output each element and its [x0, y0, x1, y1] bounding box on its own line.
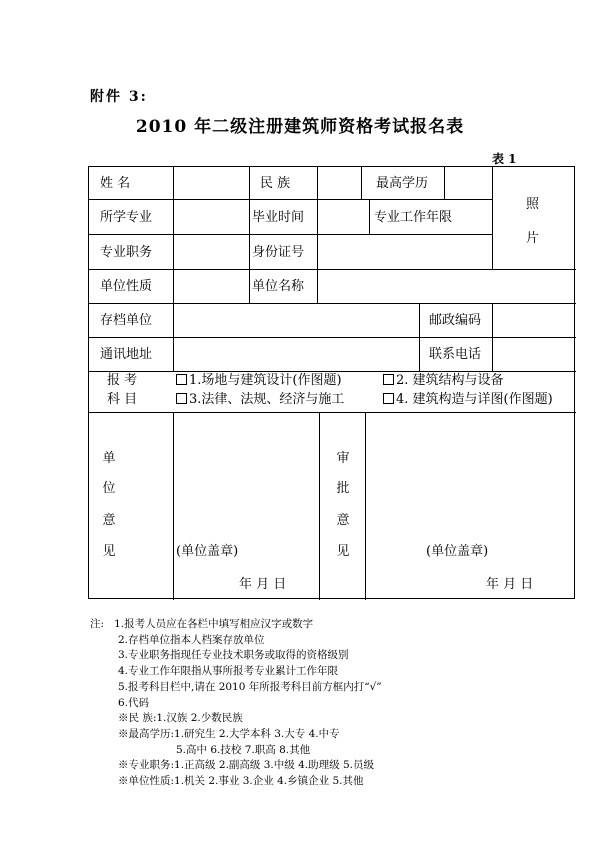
id-label: 身份证号	[252, 245, 305, 260]
approval-opinion-char: 见	[336, 544, 350, 559]
unit-opinion-char: 见	[102, 544, 116, 559]
subject-2-checkbox[interactable]	[383, 374, 394, 385]
row-divider	[89, 371, 576, 372]
note-line	[90, 617, 382, 633]
subject-option-3[interactable]	[176, 392, 344, 408]
subject-option-1[interactable]	[176, 373, 342, 389]
subject-3-checkbox[interactable]	[176, 393, 187, 404]
col-divider	[369, 199, 370, 234]
row-divider	[89, 337, 576, 338]
col-divider	[365, 412, 366, 600]
subject-option-4[interactable]	[383, 392, 553, 408]
note-line: 4.专业工作年限指从事所报考专业累计工作年限	[118, 665, 339, 678]
notes-heading: 注:	[90, 618, 105, 630]
subject-1-text: 1.场地与建筑设计(作图题)	[189, 373, 342, 388]
phone-label: 联系电话	[429, 347, 482, 362]
note-line: ※专业职务:1.正高级 2.副高级 3.中级 4.助理级 5.员级	[118, 759, 374, 772]
approval-opinion-char: 意	[336, 513, 350, 528]
note-line: ※最高学历:1.研究生 2.大学本科 3.大专 4.中专	[118, 727, 340, 740]
unit-date-text: 年 月 日	[239, 577, 287, 592]
education-label: 最高学历	[376, 176, 429, 191]
row-divider	[89, 199, 492, 200]
note-text: 1.报考人员应在各栏中填写相应汉字或数字	[114, 618, 314, 630]
row-divider	[89, 269, 576, 270]
unit-stamp-text: (单位盖章)	[176, 544, 239, 559]
col-divider	[249, 167, 250, 303]
work-years-label: 专业工作年限	[374, 210, 453, 225]
postcode-label: 邮政编码	[429, 313, 482, 328]
form-title: 2010 年二级注册建筑师资格考试报名表	[135, 117, 465, 137]
note-line: 5.高中 6.技校 7.职高 8.其他	[176, 743, 311, 756]
note-line: ※民 族:1.汉族 2.少数民族	[118, 712, 243, 725]
title-label: 专业职务	[100, 245, 153, 260]
major-label: 所学专业	[100, 210, 153, 225]
table-number: 表 1	[492, 152, 517, 166]
col-divider	[173, 167, 174, 371]
subject-2-text: 2. 建筑结构与设备	[396, 373, 504, 388]
photo-label-bottom: 片	[526, 231, 540, 246]
col-divider	[492, 303, 493, 371]
note-line: 2.存档单位指本人档案存放单位	[118, 633, 265, 646]
subject-4-text: 4. 建筑构造与详图(作图题)	[396, 392, 553, 407]
col-divider	[419, 303, 420, 371]
subject-1-checkbox[interactable]	[176, 374, 187, 385]
unit-opinion-char: 意	[102, 513, 116, 528]
ethnicity-label: 民 族	[260, 176, 291, 191]
photo-label-top: 照	[526, 197, 540, 212]
attachment-label: 附件 3:	[90, 89, 148, 105]
subject-4-checkbox[interactable]	[383, 393, 394, 404]
col-divider	[317, 167, 318, 303]
col-divider	[492, 167, 493, 269]
row-divider	[89, 234, 492, 235]
unit-opinion-char: 单	[102, 451, 116, 466]
col-divider	[444, 167, 445, 199]
col-divider	[361, 167, 362, 199]
subject-label-top: 报 考	[107, 373, 138, 388]
subject-option-2[interactable]	[383, 373, 504, 389]
registration-form	[88, 166, 575, 599]
approval-stamp-text: (单位盖章)	[426, 544, 489, 559]
unit-opinion-char: 位	[102, 481, 116, 496]
address-label: 通讯地址	[100, 347, 153, 362]
unit-type-label: 单位性质	[100, 279, 153, 294]
row-divider	[89, 303, 576, 304]
row-divider	[89, 412, 576, 413]
subject-label-bottom: 科 目	[107, 392, 138, 407]
grad-time-label: 毕业时间	[252, 210, 305, 225]
note-line: 6.代码	[118, 696, 150, 709]
note-line: ※单位性质:1.机关 2.事业 3.企业 4.乡镇企业 5.其他	[118, 775, 364, 788]
approval-date-text: 年 月 日	[486, 577, 534, 592]
notes-section	[90, 617, 382, 790]
col-divider	[319, 412, 320, 600]
archive-label: 存档单位	[100, 313, 153, 328]
note-line: 3.专业职务指现任专业技术职务或取得的资格级别	[118, 649, 349, 662]
approval-opinion-char: 批	[336, 481, 350, 496]
unit-name-label: 单位名称	[252, 279, 305, 294]
col-divider	[173, 412, 174, 600]
note-line: 5.报考科目栏中,请在 2010 年所报考科目前方框内打“√”	[118, 680, 382, 693]
approval-opinion-char: 审	[336, 451, 350, 466]
subject-3-text: 3.法律、法规、经济与施工	[189, 392, 345, 407]
name-label: 姓 名	[100, 176, 131, 191]
